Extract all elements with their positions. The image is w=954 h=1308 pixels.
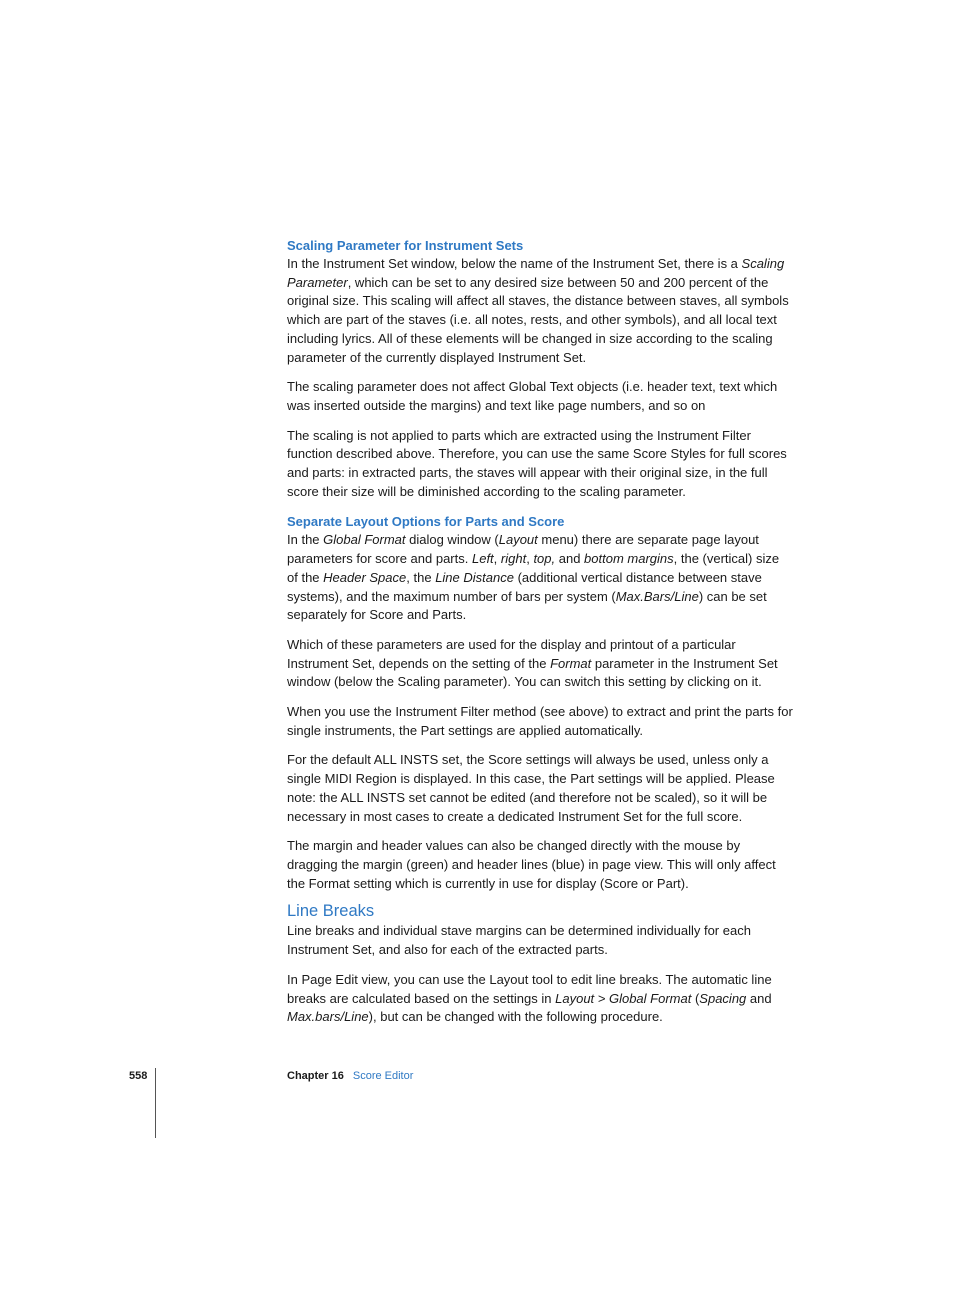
paragraph: The margin and header values can also be changed directly with the mouse by dragging the margin (green) and header lines (blue) in page view. This will only affect the Format setting which is currently in use for display (Score or Part). — [287, 838, 776, 891]
section-heading-line-breaks: Line Breaks — [287, 902, 375, 921]
page-content — [287, 236, 793, 1038]
chapter-label: Chapter 16 — [287, 1070, 344, 1082]
paragraph: The scaling is not applied to parts which are extracted using the Instrument Filter function described above. Therefore, you can use the same Score Styles for full scores and parts: in extracted parts, the staves will appear with their original size, in the full score their size will be diminished according to the scaling parameter. — [287, 427, 787, 499]
page-number: 558 — [129, 1070, 148, 1082]
paragraph: Which of these parameters are used for the display and printout of a particular Instrument Set, depends on the setting of the Format parameter in the Instrument Set window (below the Scaling parameter). You can switch this setting by clicking on it. — [287, 636, 778, 690]
footer-divider — [155, 1068, 156, 1138]
footer-chapter — [287, 1070, 413, 1082]
paragraph: In the Global Format dialog window (Layout menu) there are separate page layout parameters for score and parts. Left, right, top, and bottom margins, the (vertical) size of the Header Space, the Line Distance (additional vertical distance between stave systems), and the maximum number of bars per system (Max.Bars/Line) can be set separately for Score and Parts. — [287, 532, 780, 623]
chapter-title-link[interactable]: Score Editor — [352, 1070, 414, 1082]
paragraph: In Page Edit view, you can use the Layout tool to edit line breaks. The automatic line breaks are calculated based on the settings in Layout > Global Format (Spacing and Max.bars/Line), but can be changed with the following procedure. — [287, 971, 772, 1025]
paragraph: The scaling parameter does not affect Global Text objects (i.e. header text, text which was inserted outside the margins) and text like page numbers, and so on — [287, 379, 778, 413]
section-heading-layout-options: Separate Layout Options for Parts and Score — [287, 514, 565, 530]
paragraph: Line breaks and individual stave margins can be determined individually for each Instrument Set, and also for each of the extracted parts. — [287, 923, 751, 958]
section-heading-scaling: Scaling Parameter for Instrument Sets — [287, 238, 524, 253]
paragraph: When you use the Instrument Filter method (see above) to extract and print the parts for single instruments, the Part settings are applied automatically. — [287, 704, 793, 738]
paragraph: In the Instrument Set window, below the name of the Instrument Set, there is a Scaling Parameter, which can be set to any desired size between 50 and 200 percent of the original size. This scaling will affect all staves, the distance between staves, all symbols which are part of the staves (i.e. all notes, rests, and other symbols), and all local text including lyrics. All of these elements will be changed in size according to the scaling parameter of the currently displayed Instrument Set. — [287, 256, 789, 365]
paragraph: For the default ALL INSTS set, the Score settings will always be used, unless only a single MIDI Region is displayed. In this case, the Part settings will be applied. Please note: the ALL INSTS set cannot be edited (and therefore not be scaled), so it will be necessary in most cases to create a dedicated Instrument Set for the full score. — [287, 752, 775, 824]
